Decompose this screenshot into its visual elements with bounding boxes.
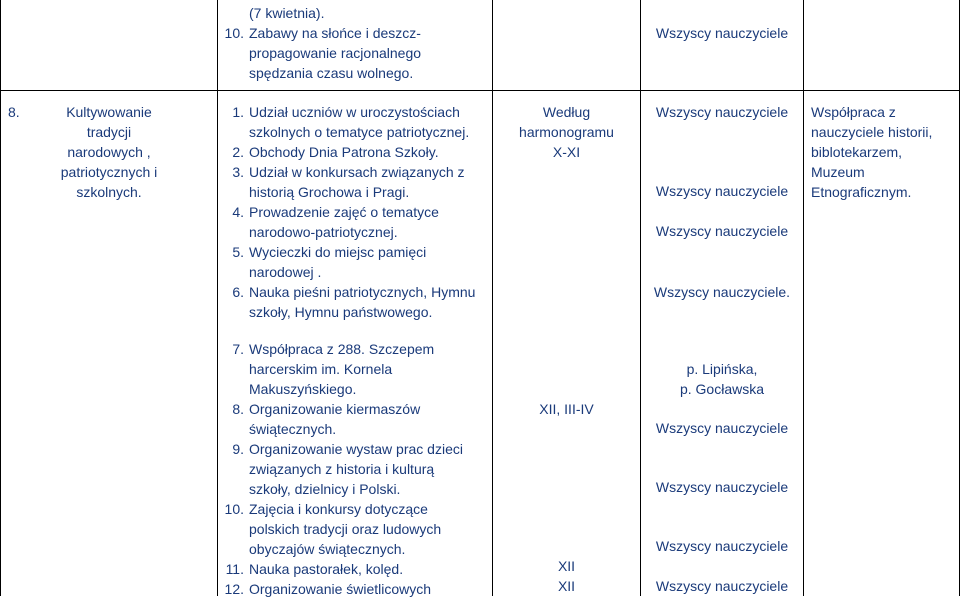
- goal-text: tradycji: [86, 124, 132, 140]
- task-text: szkoły, dzielnicy i Polski.: [249, 481, 401, 497]
- task-number: 9.: [232, 441, 244, 457]
- task-text: związanych z historia i kulturą: [249, 461, 435, 477]
- top-task-cell: [222, 3, 488, 83]
- task-text: Organizowanie świetlicowych: [249, 581, 432, 597]
- task-text: Udział uczniów w uroczystościach: [249, 104, 460, 120]
- task-text: Zajęcia i konkursy dotyczące: [249, 501, 428, 517]
- cooperation-text: Etnograficznym.: [811, 184, 912, 200]
- task-text: Organizowanie kiermaszów: [249, 401, 421, 417]
- list-item: [222, 579, 492, 599]
- task-text: Współpraca z 288. Szczepem: [249, 341, 435, 357]
- responsible-text: Wszyscy nauczyciele: [655, 25, 789, 41]
- task-number: 12.: [224, 581, 244, 597]
- list-item: [222, 23, 488, 83]
- row-number: 8.: [8, 104, 20, 120]
- responsible-text: Wszyscy nauczyciele: [655, 578, 789, 594]
- term-text: XII: [557, 558, 576, 574]
- goal-text: patriotycznych i: [60, 164, 158, 180]
- goal-text: szkolnych.: [76, 184, 142, 200]
- cooperation-text: biblotekarzem,: [811, 144, 903, 160]
- responsible-text: Wszyscy nauczyciele: [655, 420, 789, 436]
- list-item: [222, 242, 492, 282]
- task-text: Prowadzenie zajęć o tematyce: [249, 204, 439, 220]
- responsible-cell: [641, 359, 803, 399]
- task-text: Zabawy na słońce i deszcz-: [249, 25, 421, 41]
- list-item: [222, 499, 492, 559]
- responsible-text: p. Lipińska,: [686, 361, 758, 377]
- task-text: Nauka pieśni patriotycznych, Hymnu: [249, 284, 476, 300]
- cooperation-text: Współpraca z: [811, 104, 896, 120]
- cooperation-cell: [811, 102, 957, 202]
- task-number: 10.: [224, 25, 244, 41]
- task-text: Nauka pastorałek, kolęd.: [249, 561, 404, 577]
- task-list: [222, 102, 492, 322]
- task-text: Obchody Dnia Patrona Szkoły.: [249, 144, 439, 160]
- responsible-text: Wszyscy nauczyciele: [655, 183, 789, 199]
- list-item: [222, 202, 492, 242]
- goal-cell: [44, 102, 174, 202]
- task-text: spędzania czasu wolnego.: [249, 65, 414, 81]
- task-text: polskich tradycji oraz ludowych: [249, 521, 442, 537]
- task-text: szkolnych o tematyce patriotycznej.: [249, 124, 470, 140]
- task-text: harcerskim im. Kornela: [249, 361, 393, 377]
- cooperation-text: Muzeum: [811, 164, 865, 180]
- responsible-text: Wszyscy nauczyciele: [655, 104, 789, 120]
- task-text: narodowej .: [249, 264, 322, 280]
- task-text: Organizowanie wystaw prac dzieci: [249, 441, 463, 457]
- task-text: świątecznych.: [249, 421, 337, 437]
- list-item: [222, 162, 492, 202]
- list-item: [222, 3, 488, 23]
- term-text: X-XI: [552, 144, 581, 160]
- task-text: Wycieczki do miejsc pamięci: [249, 244, 427, 260]
- cooperation-text: nauczyciele historii,: [811, 124, 933, 140]
- task-number: 2.: [232, 144, 244, 160]
- list-item: [222, 102, 492, 142]
- task-number: 5.: [232, 244, 244, 260]
- term-text: XII, III-IV: [539, 401, 594, 417]
- list-item: [222, 559, 492, 579]
- responsible-text: Wszyscy nauczyciele.: [653, 284, 791, 300]
- task-number: 3.: [232, 164, 244, 180]
- task-text: narodowo-patriotycznej.: [249, 224, 398, 240]
- list-item: [222, 399, 492, 439]
- term-cell: [493, 102, 640, 162]
- task-text: propagowanie racjonalnego: [249, 45, 422, 61]
- task-list: [222, 339, 492, 599]
- term-text: XII: [557, 578, 576, 594]
- term-text: Według: [542, 104, 591, 120]
- task-text: szkoły, Hymnu państwowego.: [249, 304, 433, 320]
- responsible-cell: [641, 23, 803, 43]
- task-number: 1.: [232, 104, 244, 120]
- list-item: [222, 339, 492, 399]
- goal-text: narodowych ,: [67, 144, 151, 160]
- task-number: 11.: [225, 561, 244, 577]
- grid-line: [0, 90, 960, 91]
- task-number: 6.: [232, 284, 244, 300]
- task-text: historią Grochowa i Pragi.: [249, 184, 410, 200]
- list-item: [222, 142, 492, 162]
- task-number: 10.: [224, 501, 244, 517]
- responsible-text: Wszyscy nauczyciele: [655, 223, 789, 239]
- responsible-text: p. Gocławska: [679, 381, 765, 397]
- task-text: Udział w konkursach związanych z: [249, 164, 465, 180]
- task-number: 8.: [232, 401, 244, 417]
- task-text: (7 kwietnia).: [249, 5, 325, 21]
- task-number: 7.: [232, 341, 244, 357]
- task-text: Makuszyńskiego.: [249, 381, 357, 397]
- list-item: [222, 439, 492, 499]
- list-item: [222, 282, 492, 322]
- task-number: 4.: [232, 204, 244, 220]
- goal-text: Kultywowanie: [66, 104, 152, 120]
- responsible-text: Wszyscy nauczyciele: [655, 479, 789, 495]
- responsible-text: Wszyscy nauczyciele: [655, 538, 789, 554]
- task-text: obyczajów świątecznych.: [249, 541, 406, 557]
- term-text: harmonogramu: [519, 124, 614, 140]
